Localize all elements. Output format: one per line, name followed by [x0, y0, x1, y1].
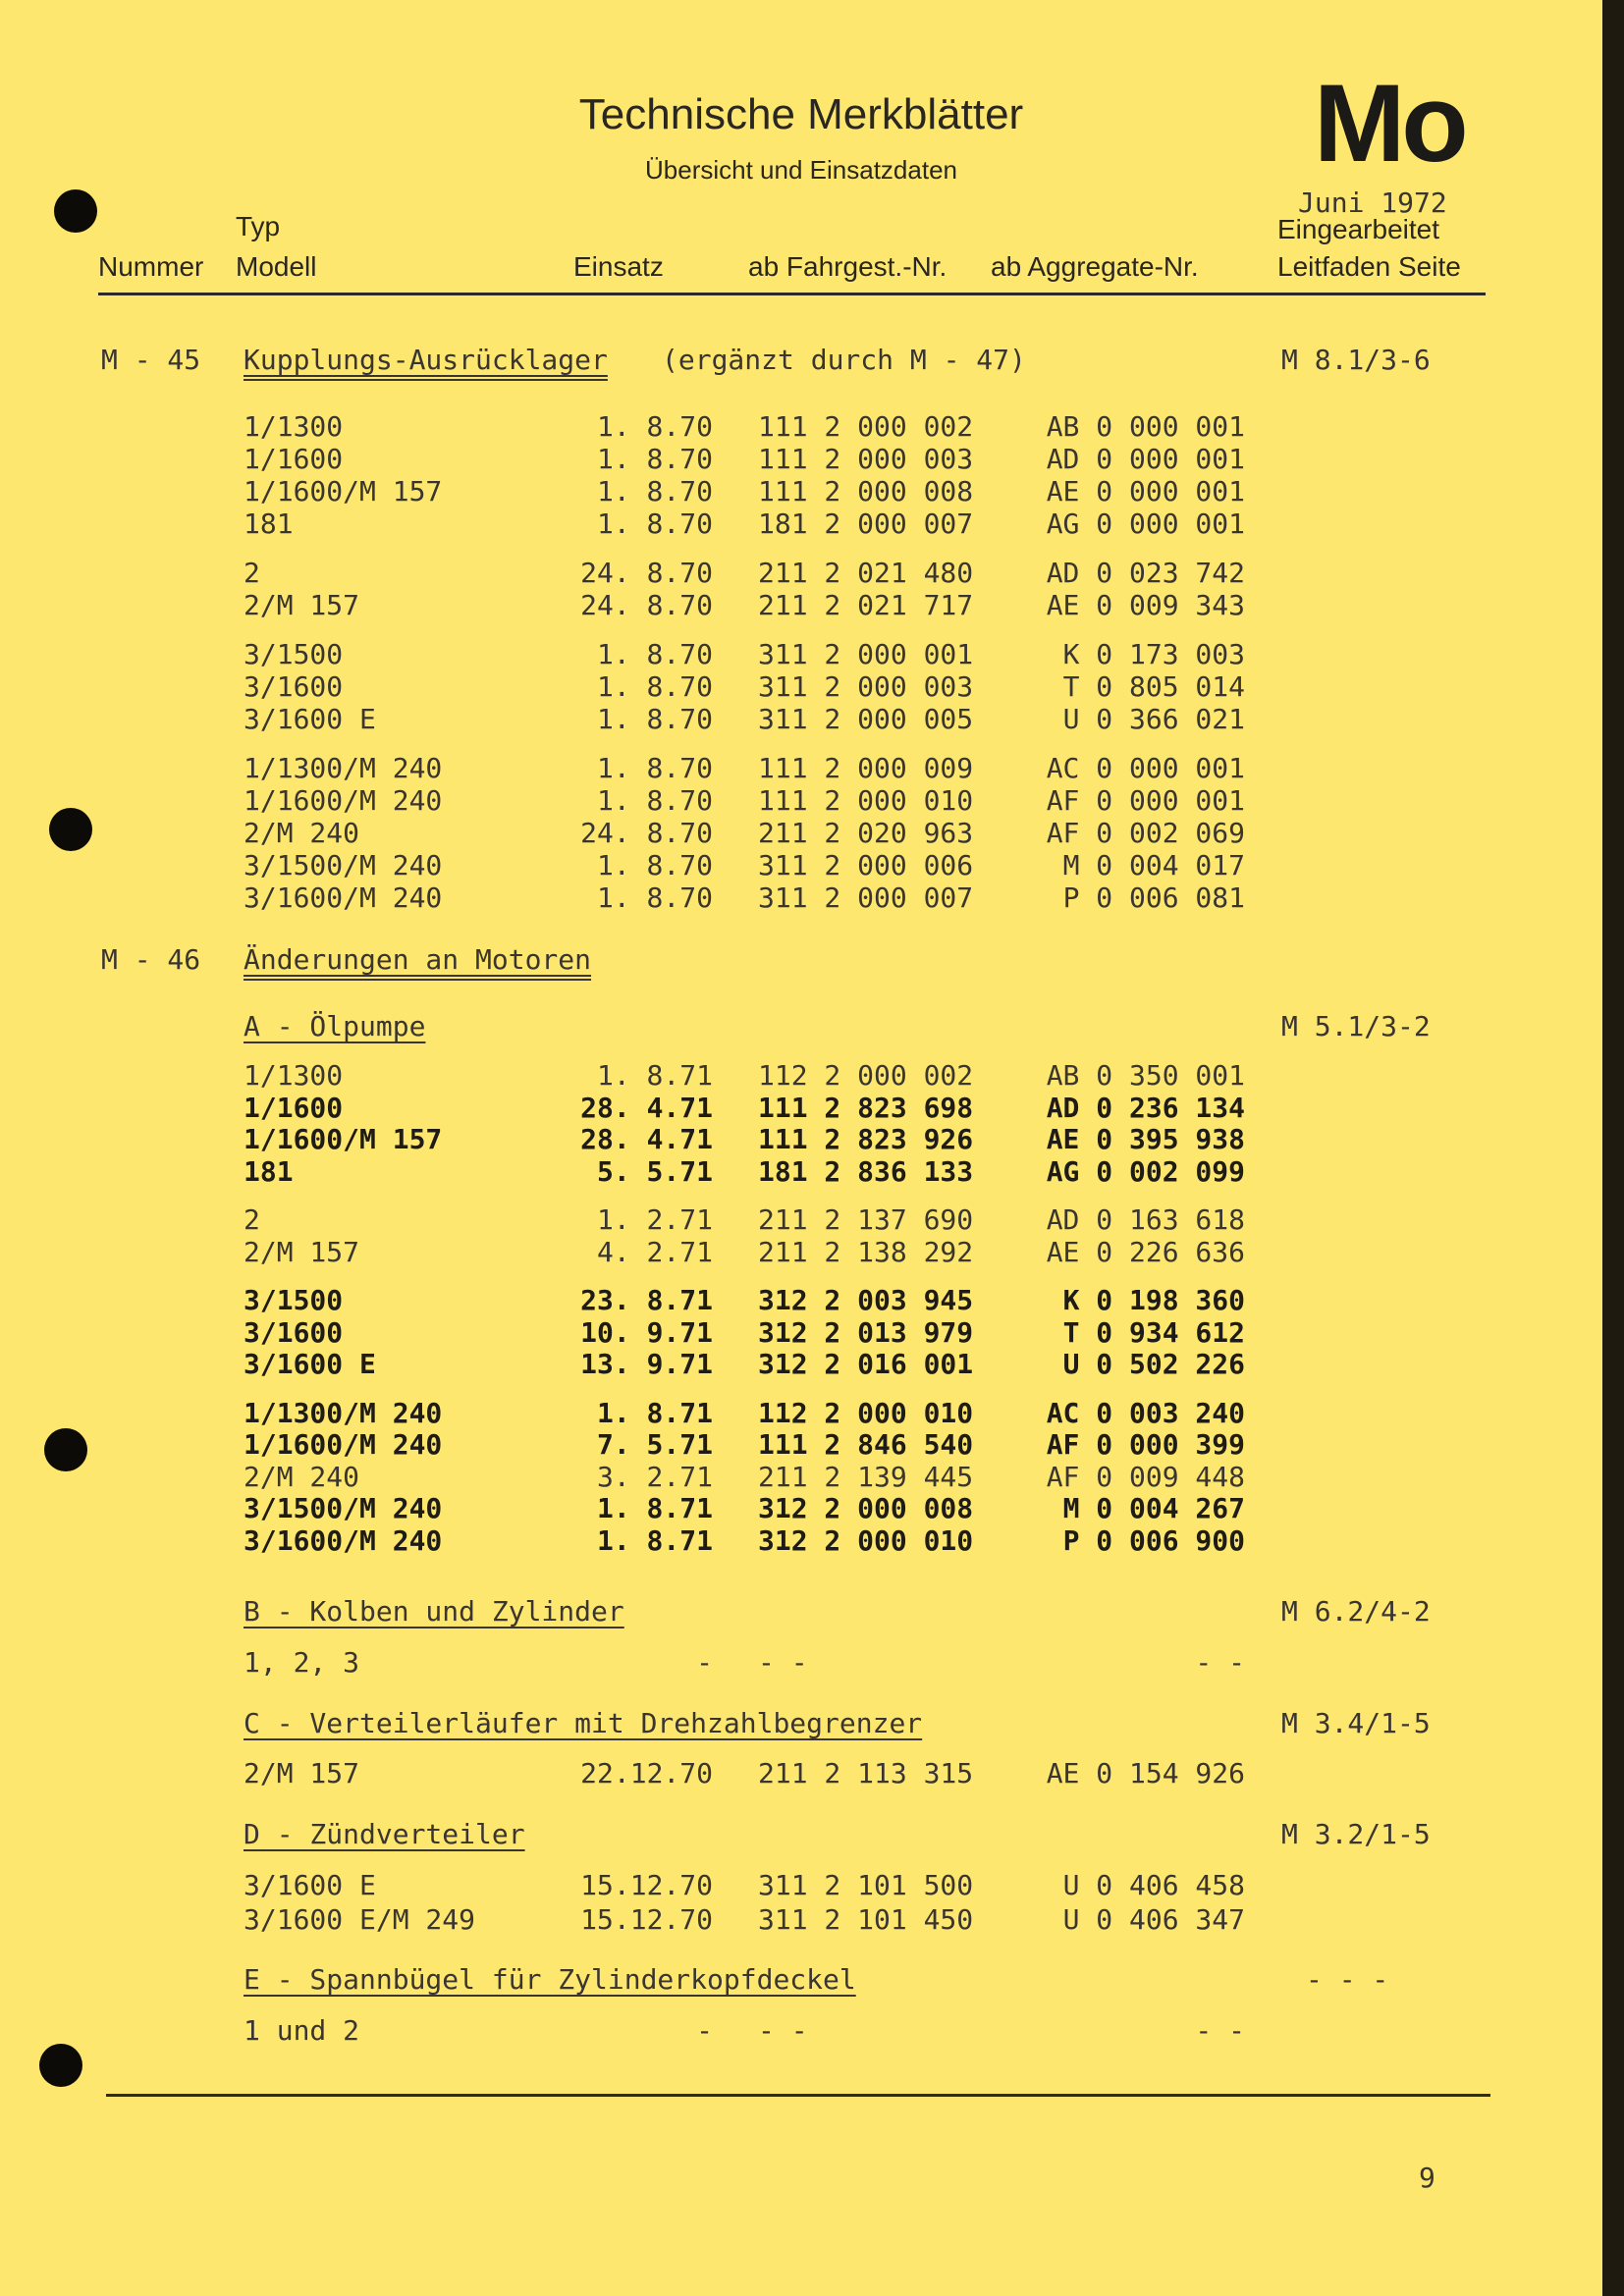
leitfaden-ref-m45: M 8.1/3-6 — [1281, 344, 1431, 376]
cell-modell: 1/1600/M 240 — [244, 1428, 443, 1461]
cell-modell: 3/1600 E — [244, 1869, 376, 1901]
cell-einsatz: - — [696, 2014, 713, 2047]
cell-aggregat: AF 0 000 001 — [1046, 784, 1245, 817]
cell-aggregat: M 0 004 017 — [1062, 849, 1245, 881]
cell-modell: 2 — [244, 1203, 260, 1236]
cell-modell: 3/1500 — [244, 638, 344, 670]
entry-title-m46: Änderungen an Motoren — [244, 943, 592, 976]
cell-fahrgest: 111 2 823 698 — [758, 1091, 974, 1124]
cell-modell: 2/M 157 — [244, 589, 360, 621]
cell-einsatz: 1. 8.70 — [596, 752, 713, 784]
cell-modell: 1/1600 — [244, 443, 344, 475]
col-header-aggregate: ab Aggregate-Nr. — [991, 251, 1199, 282]
cell-fahrgest: 111 2 000 002 — [758, 410, 974, 443]
cell-fahrgest: 111 2 846 540 — [758, 1428, 974, 1461]
punch-hole — [39, 2044, 82, 2087]
cell-fahrgest: 312 2 000 010 — [758, 1523, 974, 1557]
cell-modell: 3/1600 — [244, 670, 344, 703]
leitfaden-ref-d: M 3.2/1-5 — [1281, 1818, 1431, 1850]
cell-modell: 3/1600 E — [244, 1348, 376, 1380]
cell-aggregat: AF 0 002 069 — [1046, 817, 1245, 849]
subsection-title-b: B - Kolben und Zylinder — [244, 1595, 624, 1628]
cell-fahrgest: 112 2 000 010 — [758, 1396, 974, 1429]
cell-modell: 3/1600 E — [244, 703, 376, 735]
leitfaden-ref-c: M 3.4/1-5 — [1281, 1707, 1431, 1739]
cell-modell: 2/M 240 — [244, 817, 360, 849]
cell-modell: 2 — [244, 557, 260, 589]
cell-modell: 1/1600/M 157 — [244, 1123, 443, 1155]
entry-number-m45: M - 45 — [101, 344, 201, 376]
cell-aggregat: AB 0 000 001 — [1046, 410, 1245, 443]
col-header-eingearbeitet: Eingearbeitet — [1277, 214, 1440, 244]
cell-aggregat: P 0 006 081 — [1062, 881, 1245, 914]
cell-modell: 3/1500/M 240 — [244, 1492, 443, 1524]
col-header-leitfaden: Leitfaden Seite — [1277, 251, 1461, 282]
cell-fahrgest: 111 2 000 003 — [758, 443, 974, 475]
subsection-title-a: A - Ölpumpe — [244, 1010, 426, 1042]
cell-fahrgest: 211 2 021 717 — [758, 589, 974, 621]
cell-einsatz: 28. 4.71 — [580, 1123, 713, 1155]
cell-modell: 3/1500 — [244, 1284, 344, 1316]
cell-aggregat: AE 0 009 343 — [1046, 589, 1245, 621]
cell-aggregat: AF 0 000 399 — [1046, 1428, 1245, 1461]
cell-fahrgest: 211 2 020 963 — [758, 817, 974, 849]
cell-aggregat: AE 0 226 636 — [1046, 1235, 1245, 1268]
entry-number-m46: M - 46 — [101, 943, 201, 976]
cell-modell: 181 — [244, 507, 294, 540]
cell-aggregat: AD 0 236 134 — [1046, 1091, 1245, 1124]
cell-einsatz: 15.12.70 — [580, 1903, 713, 1936]
cell-fahrgest: 312 2 013 979 — [758, 1315, 974, 1349]
cell-aggregat: AE 0 395 938 — [1046, 1123, 1245, 1155]
cell-aggregat: K 0 198 360 — [1062, 1284, 1245, 1316]
cell-modell: 181 — [244, 1154, 294, 1188]
cell-aggregat: K 0 173 003 — [1062, 638, 1245, 670]
col-header-fahrgest: ab Fahrgest.-Nr. — [748, 251, 947, 282]
page-number: 9 — [1419, 2162, 1435, 2194]
cell-fahrgest: 211 2 139 445 — [758, 1460, 974, 1493]
cell-fahrgest: 311 2 101 500 — [758, 1869, 974, 1901]
punch-hole — [54, 189, 97, 233]
subsection-title-d: D - Zündverteiler — [244, 1818, 525, 1850]
cell-modell: 3/1600/M 240 — [244, 881, 443, 914]
cell-fahrgest: 312 2 000 008 — [758, 1492, 974, 1524]
cell-modell: 1/1600/M 157 — [244, 475, 443, 507]
cell-aggregat: U 0 502 226 — [1062, 1348, 1245, 1380]
section-logo: Mo — [1314, 62, 1465, 185]
cell-aggregat: AG 0 000 001 — [1046, 507, 1245, 540]
cell-einsatz: 10. 9.71 — [580, 1315, 713, 1349]
cell-aggregat: AD 0 163 618 — [1046, 1203, 1245, 1236]
cell-einsatz: 24. 8.70 — [580, 557, 713, 589]
col-header-nummer: Nummer — [98, 251, 204, 282]
cell-einsatz: 1. 8.70 — [596, 443, 713, 475]
cell-modell: 1/1300/M 240 — [244, 1396, 443, 1429]
header-rule — [98, 293, 1486, 295]
cell-fahrgest: 311 2 000 005 — [758, 703, 974, 735]
cell-modell: 1 und 2 — [244, 2014, 360, 2047]
cell-einsatz: 1. 2.71 — [596, 1203, 713, 1236]
cell-einsatz: 28. 4.71 — [580, 1091, 713, 1124]
cell-modell: 1/1300 — [244, 410, 344, 443]
cell-fahrgest: 111 2 000 009 — [758, 752, 974, 784]
cell-fahrgest: 111 2 000 010 — [758, 784, 974, 817]
cell-aggregat: AC 0 000 001 — [1046, 752, 1245, 784]
entry-note-m45: (ergänzt durch M - 47) — [662, 344, 1026, 376]
punch-hole — [49, 808, 92, 851]
cell-einsatz: 22.12.70 — [580, 1757, 713, 1789]
cell-einsatz: 1. 8.70 — [596, 849, 713, 881]
cell-aggregat: T 0 934 612 — [1062, 1315, 1245, 1349]
cell-aggregat: U 0 366 021 — [1062, 703, 1245, 735]
cell-einsatz: 1. 8.70 — [596, 475, 713, 507]
cell-fahrgest: - - — [758, 2014, 808, 2047]
cell-einsatz: 3. 2.71 — [596, 1460, 713, 1493]
cell-einsatz: 1. 8.71 — [596, 1059, 713, 1092]
cell-einsatz: 24. 8.70 — [580, 817, 713, 849]
cell-einsatz: 1. 8.70 — [596, 703, 713, 735]
cell-einsatz: 24. 8.70 — [580, 589, 713, 621]
cell-aggregat: AB 0 350 001 — [1046, 1059, 1245, 1092]
cell-modell: 2/M 157 — [244, 1235, 360, 1268]
cell-modell: 1/1600 — [244, 1091, 344, 1124]
cell-aggregat: AE 0 000 001 — [1046, 475, 1245, 507]
issue-date: Juni 1972 — [1298, 187, 1447, 219]
cell-einsatz: 15.12.70 — [580, 1869, 713, 1901]
cell-einsatz: 1. 8.70 — [596, 638, 713, 670]
cell-fahrgest: 211 2 137 690 — [758, 1203, 974, 1236]
cell-einsatz: 4. 2.71 — [596, 1235, 713, 1268]
cell-aggregat: AC 0 003 240 — [1046, 1396, 1245, 1429]
entry-title-m45: Kupplungs-Ausrücklager — [244, 344, 608, 376]
cell-fahrgest: - - — [758, 1646, 808, 1679]
cell-modell: 2/M 240 — [244, 1460, 360, 1493]
cell-einsatz: 1. 8.70 — [596, 670, 713, 703]
punch-hole — [44, 1428, 87, 1471]
cell-modell: 3/1600 — [244, 1315, 344, 1349]
cell-modell: 2/M 157 — [244, 1757, 360, 1789]
page-subtitle: Übersicht und Einsatzdaten — [645, 155, 957, 185]
cell-aggregat: - - — [1195, 1646, 1245, 1679]
cell-einsatz: 1. 8.71 — [596, 1523, 713, 1557]
col-header-einsatz: Einsatz — [573, 251, 664, 282]
cell-aggregat: M 0 004 267 — [1062, 1492, 1245, 1524]
cell-modell: 1/1300/M 240 — [244, 752, 443, 784]
footer-rule — [106, 2094, 1490, 2097]
cell-modell: 1/1600/M 240 — [244, 784, 443, 817]
cell-modell: 1, 2, 3 — [244, 1646, 360, 1679]
cell-aggregat: AE 0 154 926 — [1046, 1757, 1245, 1789]
col-header-typ: Typ — [236, 211, 281, 241]
cell-einsatz: 13. 9.71 — [580, 1348, 713, 1380]
cell-modell: 1/1300 — [244, 1059, 344, 1092]
subsection-title-e: E - Spannbügel für Zylinderkopfdeckel — [244, 1963, 856, 1996]
page-title: Technische Merkblätter — [578, 90, 1024, 138]
cell-fahrgest: 181 2 000 007 — [758, 507, 974, 540]
cell-aggregat: - - — [1195, 2014, 1245, 2047]
cell-modell: 3/1600 E/M 249 — [244, 1903, 476, 1936]
cell-fahrgest: 211 2 138 292 — [758, 1235, 974, 1268]
cell-fahrgest: 311 2 000 003 — [758, 670, 974, 703]
cell-fahrgest: 211 2 113 315 — [758, 1757, 974, 1789]
col-header-modell: Modell — [236, 251, 317, 282]
cell-einsatz: 1. 8.70 — [596, 507, 713, 540]
leitfaden-ref-b: M 6.2/4-2 — [1281, 1595, 1431, 1628]
cell-fahrgest: 211 2 021 480 — [758, 557, 974, 589]
cell-fahrgest: 311 2 000 006 — [758, 849, 974, 881]
cell-aggregat: AD 0 023 742 — [1046, 557, 1245, 589]
cell-aggregat: U 0 406 347 — [1062, 1903, 1245, 1936]
cell-einsatz: 5. 5.71 — [596, 1154, 713, 1188]
cell-fahrgest: 311 2 101 450 — [758, 1903, 974, 1936]
cell-einsatz: 1. 8.71 — [596, 1396, 713, 1429]
cell-aggregat: U 0 406 458 — [1062, 1869, 1245, 1901]
cell-modell: 3/1500/M 240 — [244, 849, 443, 881]
cell-fahrgest: 312 2 016 001 — [758, 1348, 974, 1380]
cell-aggregat: AG 0 002 099 — [1046, 1154, 1245, 1188]
cell-fahrgest: 311 2 000 007 — [758, 881, 974, 914]
cell-fahrgest: 111 2 000 008 — [758, 475, 974, 507]
leitfaden-ref-a: M 5.1/3-2 — [1281, 1010, 1431, 1042]
cell-modell: 3/1600/M 240 — [244, 1523, 443, 1557]
cell-einsatz: 23. 8.71 — [580, 1284, 713, 1316]
cell-einsatz: 7. 5.71 — [596, 1428, 713, 1461]
cell-fahrgest: 311 2 000 001 — [758, 638, 974, 670]
cell-fahrgest: 112 2 000 002 — [758, 1059, 974, 1092]
cell-einsatz: 1. 8.70 — [596, 410, 713, 443]
cell-aggregat: T 0 805 014 — [1062, 670, 1245, 703]
cell-einsatz: 1. 8.70 — [596, 881, 713, 914]
cell-einsatz: - — [696, 1646, 713, 1679]
cell-aggregat: AD 0 000 001 — [1046, 443, 1245, 475]
cell-fahrgest: 111 2 823 926 — [758, 1123, 974, 1155]
cell-fahrgest: 181 2 836 133 — [758, 1154, 974, 1188]
cell-einsatz: 1. 8.71 — [596, 1492, 713, 1524]
subsection-title-c: C - Verteilerläufer mit Drehzahlbegrenzer — [244, 1707, 923, 1739]
cell-aggregat: AF 0 009 448 — [1046, 1460, 1245, 1493]
cell-fahrgest: 312 2 003 945 — [758, 1284, 974, 1316]
cell-einsatz: 1. 8.70 — [596, 784, 713, 817]
leitfaden-ref-e: - - - — [1306, 1963, 1389, 1996]
cell-aggregat: P 0 006 900 — [1062, 1523, 1245, 1557]
